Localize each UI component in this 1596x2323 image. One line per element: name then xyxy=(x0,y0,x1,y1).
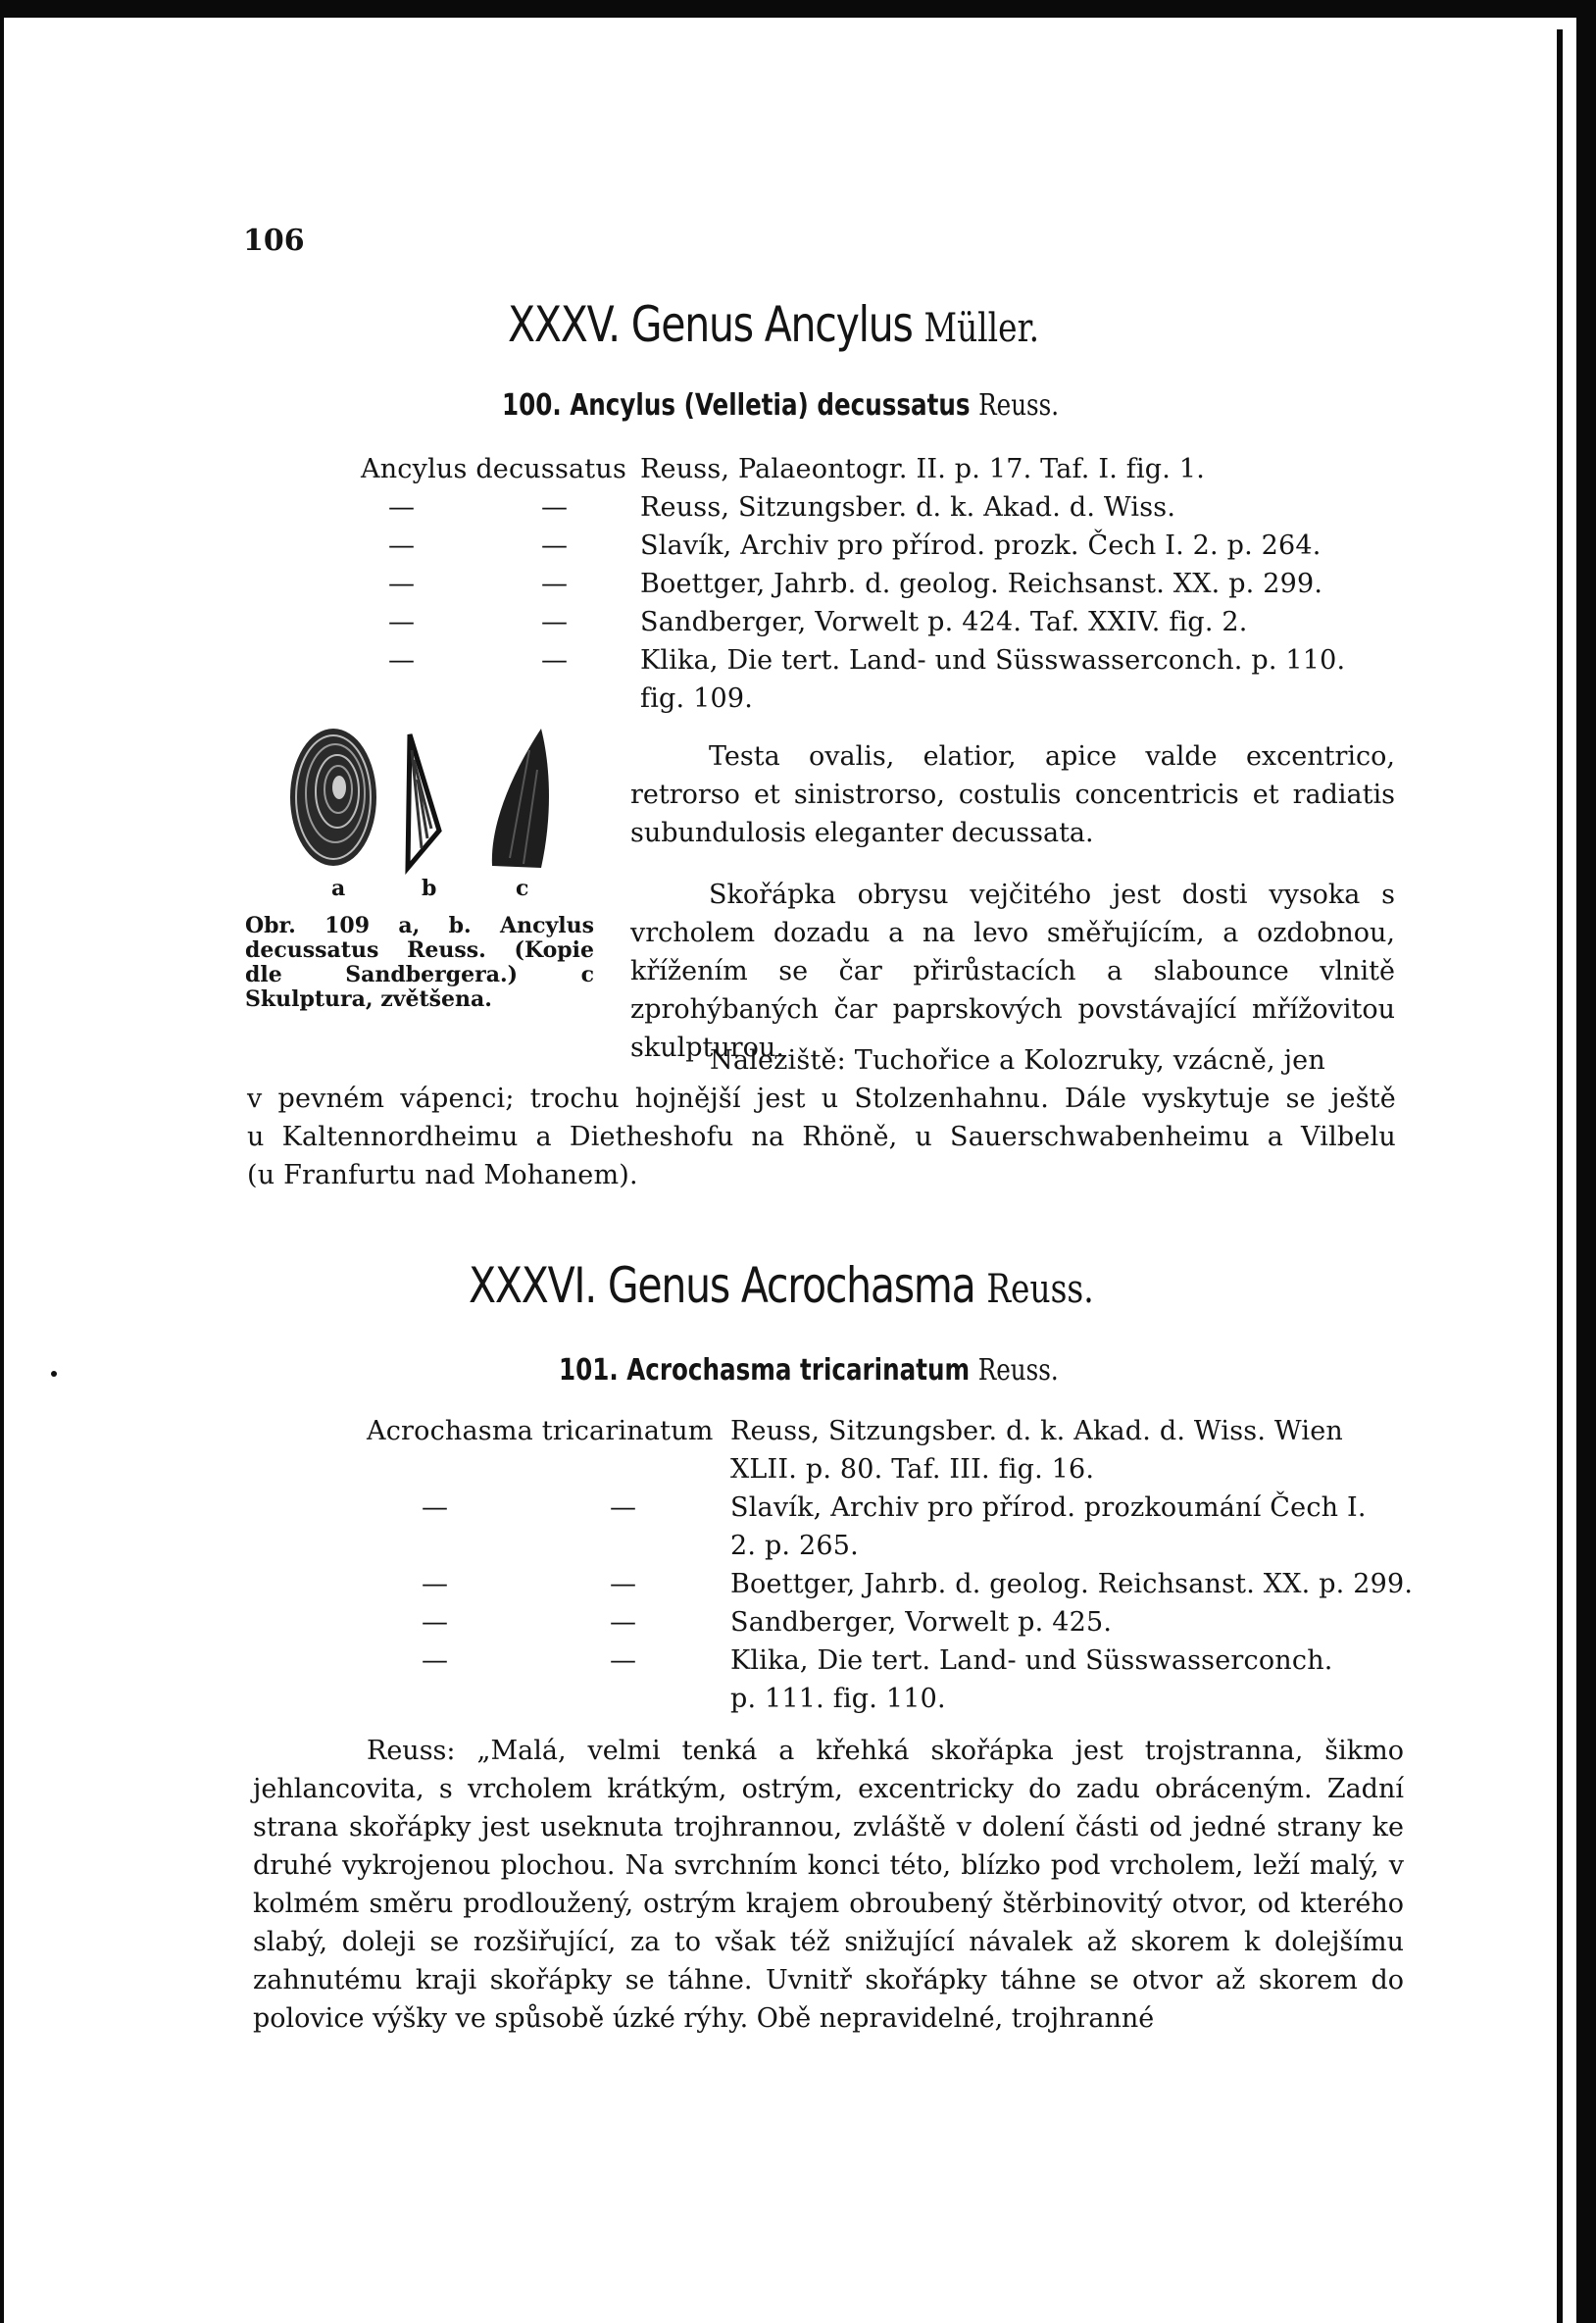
synonym-ref: Klika, Die tert. Land- und Süsswasserconch. p. 110. xyxy=(640,645,1346,676)
synonym-dash: — xyxy=(541,530,568,561)
page-number: 106 xyxy=(243,224,305,258)
latin-description: Testa ovalis, elatior, apice valde excentrico, retrorso et sinistrorso, costulis concentricis et radiatis subundulosis eleganter decussata. xyxy=(630,741,1395,848)
synonym-ref: Reuss, Sitzungsber. d. k. Akad. d. Wiss. xyxy=(640,492,1176,523)
locality-line: u Kaltennordheimu a Dietheshofu na Rhöně, u Sauerschwabenheimu a Vilbelu xyxy=(247,1122,1396,1152)
species-title: 100. Ancylus (Velletia) decussatus xyxy=(502,388,971,423)
locality-line: Naleziště: Tuchořice a Kolozruky, vzácně, jen xyxy=(710,1045,1325,1076)
species-heading xyxy=(559,1353,1059,1388)
species-author: Reuss. xyxy=(978,388,1060,423)
synonym-dash: — xyxy=(610,1492,636,1523)
genus-heading xyxy=(469,1257,1094,1314)
scan-border-right xyxy=(1576,0,1596,2323)
reuss-quote: Reuss: „Malá, velmi tenká a křehká skořápka jest trojstranna, šikmo jehlancovita, s vrcholem krátkým, ostrým, excentricky do zadu obráceným. Zadní strana skořápky jest useknuta trojhrannou, zvláště v dolení části od jedné strany ke druhé vykrojenou plochou. Na svrchním konci této, blízko pod vrcholem, leží malý, v kolmém směru prodloužený, ostrým krajem obroubený štěrbinovitý otvor, od kterého slabý, doleji se rozšiřující, za to však též snižující návalek až skorem k dolejšímu zahnutému kraji skořápky se táhne. Uvnitř skořápky táhne se otvor až skorem do polovice výšky ve spůsobě úzké rýhy. Obě nepravidelné, trojhranné xyxy=(253,1736,1404,2034)
synonym-name: Acrochasma tricarinatum xyxy=(367,1416,714,1446)
species-heading xyxy=(502,388,1059,423)
scan-border-left xyxy=(0,0,4,2323)
synonym-ref: XLII. p. 80. Taf. III. fig. 16. xyxy=(730,1454,1095,1485)
synonym-dash: — xyxy=(422,1607,448,1638)
figure-label-a: a xyxy=(331,876,346,901)
synonym-name: Ancylus decussatus xyxy=(361,454,627,484)
synonym-dash: — xyxy=(541,569,568,599)
genus-author: Müller. xyxy=(923,306,1040,351)
synonym-dash: — xyxy=(422,1492,448,1523)
synonym-dash: — xyxy=(388,569,415,599)
synonym-ref: 2. p. 265. xyxy=(730,1531,859,1561)
synonym-dash: — xyxy=(610,1569,636,1599)
synonym-ref: Reuss, Palaeontogr. II. p. 17. Taf. I. fig. 1. xyxy=(640,454,1206,484)
synonym-ref: p. 111. fig. 110. xyxy=(730,1684,946,1714)
genus-heading xyxy=(508,296,1039,353)
species-title: 101. Acrochasma tricarinatum xyxy=(559,1353,971,1388)
page-edge-line xyxy=(1557,29,1563,2323)
synonym-ref: Slavík, Archiv pro přírod. prozk. Čech I. 2. p. 264. xyxy=(640,530,1322,561)
shell-c-sculpture xyxy=(492,729,549,868)
synonym-dash: — xyxy=(388,530,415,561)
synonym-ref: Sandberger, Vorwelt p. 424. Taf. XXIV. fig. 2. xyxy=(640,607,1248,637)
synonym-dash: — xyxy=(388,645,415,676)
synonym-dash: — xyxy=(388,492,415,523)
synonym-dash: — xyxy=(610,1645,636,1676)
synonym-ref: Boettger, Jahrb. d. geolog. Reichsanst. XX. p. 299. xyxy=(730,1569,1414,1599)
species-author: Reuss. xyxy=(977,1353,1059,1388)
shell-a-drawing xyxy=(290,729,376,866)
figure-caption: Obr. 109 a, b. Ancylus decussatus Reuss. (Kopie dle Sandbergera.) c Skulptura, zvětšena. xyxy=(245,913,594,1012)
synonym-ref: Slavík, Archiv pro přírod. prozkoumání Čech I. xyxy=(730,1492,1367,1523)
synonym-dash: — xyxy=(422,1645,448,1676)
genus-title: XXXVI. Genus Acrochasma xyxy=(469,1257,975,1314)
synonym-ref: Klika, Die tert. Land- und Süsswasserconch. xyxy=(730,1645,1333,1676)
genus-author: Reuss. xyxy=(986,1267,1094,1312)
stray-dot xyxy=(51,1371,57,1377)
synonym-ref: Sandberger, Vorwelt p. 425. xyxy=(730,1607,1113,1638)
figure-label-b: b xyxy=(422,876,437,901)
shell-b-drawing xyxy=(408,734,439,868)
synonym-dash: — xyxy=(422,1569,448,1599)
synonym-ref: Boettger, Jahrb. d. geolog. Reichsanst. XX. p. 299. xyxy=(640,569,1323,599)
scan-border-top xyxy=(0,0,1596,18)
synonym-dash: — xyxy=(610,1607,636,1638)
synonym-dash: — xyxy=(541,645,568,676)
synonym-ref: fig. 109. xyxy=(640,683,753,714)
synonym-dash: — xyxy=(541,492,568,523)
locality-line: (u Franfurtu nad Mohanem). xyxy=(247,1160,638,1190)
synonym-ref: Reuss, Sitzungsber. d. k. Akad. d. Wiss. Wien xyxy=(730,1416,1343,1446)
genus-title: XXXV. Genus Ancylus xyxy=(508,296,913,353)
locality-line: v pevném vápenci; trochu hojnější jest u Stolzenhahnu. Dále vyskytuje se ještě xyxy=(247,1084,1396,1114)
synonym-dash: — xyxy=(388,607,415,637)
figure-label-c: c xyxy=(516,876,529,901)
shell-figure xyxy=(284,721,578,878)
synonym-dash: — xyxy=(541,607,568,637)
czech-description: Skořápka obrysu vejčitého jest dosti vysoka s vrcholem dozadu a na levo směřujícím, a ozdobnou, křížením se čar přirůstacích a slabounce vlnitě zprohýbaných čar paprskových povstávající mřížovitou skulpturou. xyxy=(630,880,1395,1063)
